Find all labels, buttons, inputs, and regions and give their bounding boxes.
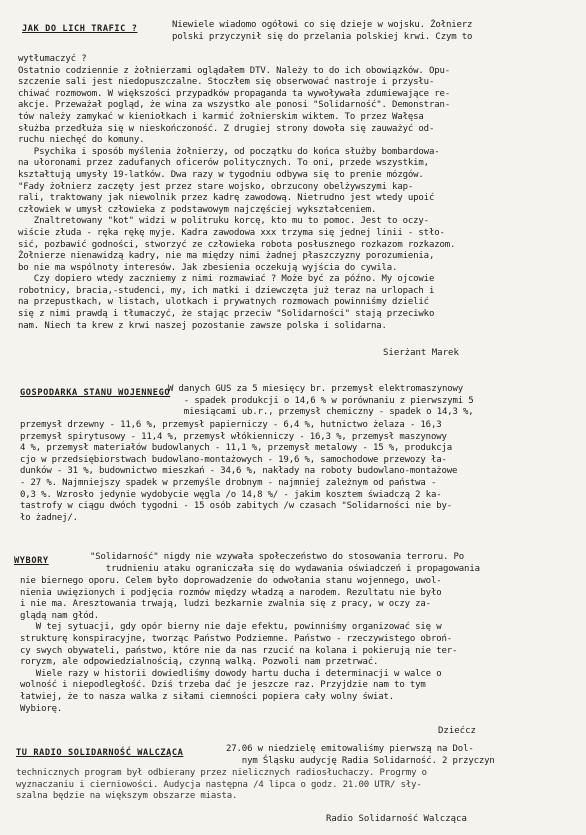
section-4-body: technicznych program był odbierany przez nielicznych radiosłuchaczy. Progrmy o wyznaczaniu i cierniowości. Audycja następna /4 lipca o godz. 21.00 UTR/ sły- szalna będzie na większym obszarze miasta. [16, 768, 427, 802]
section-title-gospodarka-stanu: GOSPODARKA STANU WOJENNEGO [20, 388, 171, 398]
section-title-jak-do-licha: JAK DO LICH TRAFIC ? [22, 24, 138, 34]
signature-sierzant-marek: Sierżant Marek [383, 348, 459, 358]
section-1-body: wytłumaczyć ? Ostatnio codziennie z żołnierzami oglądałem DTV. Należy to do ich obowiązków. Opu- szczenie sali jest niedopuszczalne. Stoczłem się obserwować nastroje i przysłu- chiwać rozmowom. W większości przypadków propaganda ta wywoływała zdumiewające re- akcje. Przeważał pogląd, że wina za wszystko ale ponosi "Solidarność". Demonstran- tów należy zamykać w kieniołkach i karmić żołnierskim wiktem. To przez Wałęsa służba przedłuża się w nieskończoność. Z drugiej strony dowoła się zauważyć od- ruchu niechęć do komuny. Psychika i sposób myślenia żołnierzy, od początku do końca służby bombardowa- na ułoronami przez zadufanych oficerów politycznych. To oni, przede wszystkim, kształtują umysły 19-latków. Dwa razy w tygodniu odbywa się to prenie mózgów. "Fady żołnierz zaczęty jest przez stare wojsko, obrzucony obelżywszymi kap- rali, traktowany jak niewolnik przez kadrę zawodową. Nietrudno jest wtedy upoić człowiek w umysł człowieka z podstawowym najczęściej wykształceniem. Znaltretowany "kot" widzi w politruku korcę, kto mu to pomoc. Jest to oczy- wiście złuda - ręka rękę myje. Kadra zawodowa xxx trzyma się jednej linii - stło- sić, pozbawić godności, stworzyć ze człowieka robota posłusznego rozkazom rozkazom. Żołnierze nienawidzą kadry, nie ma między nimi żadnej płaszczyzny porozumienia, bo nie ma wspólnoty interesów. Jak zbesienia oczekują wyjścia do cywila. Czy dopiero wtedy zaczniemy z nimi rozmawiać ? Może być za późno. My ojcowie robotnicy, bracia,-studenci, my, ich matki i dziewczęta już teraz na urlopach i na przepustkach, w listach, ulotkach i prywatnych rozmowach powinniśmy dzielić się z nimi prawdą i tłumaczyć, że stając przeciw "Solidarności" stają przeciwko nam. Niech ta krew z krwi naszej pozostanie zawsze polska i solidarna. [18, 54, 456, 331]
section-3-body: nie biernego oporu. Celem było doprowadzenie do odwołania stanu wojennego, uwol- nienia uwięzionych i podjęcia rozmów między władzą a narodem. Rezultatu nie było i nie ma. Aresztowania trwają, ludzi bezkarnie zwalnia się z pracy, w oczy za- glądą nam głód. W tej sytuacji, gdy opór bierny nie daje efektu, powinniśmy organizować się w strukturę konspiracyjne, tworząc Państwo Podziemne. Państwo - rzeczywistego obroń- cy swych obywateli, państwo, które nie da nas rzucić na kolana i pokierują nie ter- roryzm, ale odpowiedzialnością, czynną walką. Pozwoli nam przetrwać. Wiele razy w historii dowiedliśmy dowody hartu ducha i determinacji w walce o wolność i niepodległość. Dziś trzeba dać je jeszcze raz. Przyjdzie nam to tym łatwiej, że to nasza walka z siłami ciemności popiera cały wolny świat. Wybiorę. [20, 576, 458, 714]
section-1-intro: Niewiele wiadomo ogółowi co się dzieje w wojsku. Żołnierz polski przyczynił się do przelania polskiej krwi. Czym to [172, 20, 473, 42]
section-4-intro: 27.06 w niedzielę emitowaliśmy pierwszą na Dol- nym Śląsku audycję Radia Solidarność. 2 przyczyn [226, 744, 495, 766]
section-2-intro: W danych GUS za 5 miesięcy br. przemysł elektromaszynowy - spadek produkcji o 14,6 % w porównaniu z pierwszymi 5 miesiącami ub.r., przemysł chemiczny - spadek o 14,3 %, [168, 384, 474, 418]
signature-dzieciecz: Dziećcz [438, 726, 476, 736]
section-2-body: przemysł drzewny - 11,6 %, przemysł papierniczy - 6,4 %, hutnictwo żelaza - 16,3 przemysł spirytusowy - 11,4 %, przemysł włókienniczy - 16,3 %, przemysł maszynowy 4 %, przemysł materiałów budowlanych - 11,1 %, przemysł metalowy - 15 %, produkcja cjo w przedsiębiorstwach budowlano-montażowych - 19,6 %, samochodowe przewozy ła- dunków - 31 %, budownictwo mieszkań - 34,6 %, nakłady na roboty budowlano-montażowe - 27 %. Najmniejszy spadek w przemyśle drobnym - najmniej zależnym od państwa - 0,3 %. Wzrosło jedynie wydobycie węgla /o 14,8 %/ - jakim kosztem świadczą 2 ka- tastrofy w ciągu dwóch tygodni - 15 osób zabitych /w czasach "Solidarności nie by- ło żadnej/. [20, 420, 458, 523]
section-title-wybory: WYBORY [14, 556, 49, 566]
signature-radio-walczacn: Radio Solidarność Walcząca [326, 814, 467, 824]
section-3-intro: "Solidarność" nigdy nie wzywała społeczeństwo do stosowania terroru. Po trudnieniu ataku ograniczała się do wydawania oświadczeń i propagowania [90, 552, 480, 574]
section-title-tu-radio: TU RADIO SOLIDARNOŚĆ WALCZĄCA [16, 748, 184, 758]
